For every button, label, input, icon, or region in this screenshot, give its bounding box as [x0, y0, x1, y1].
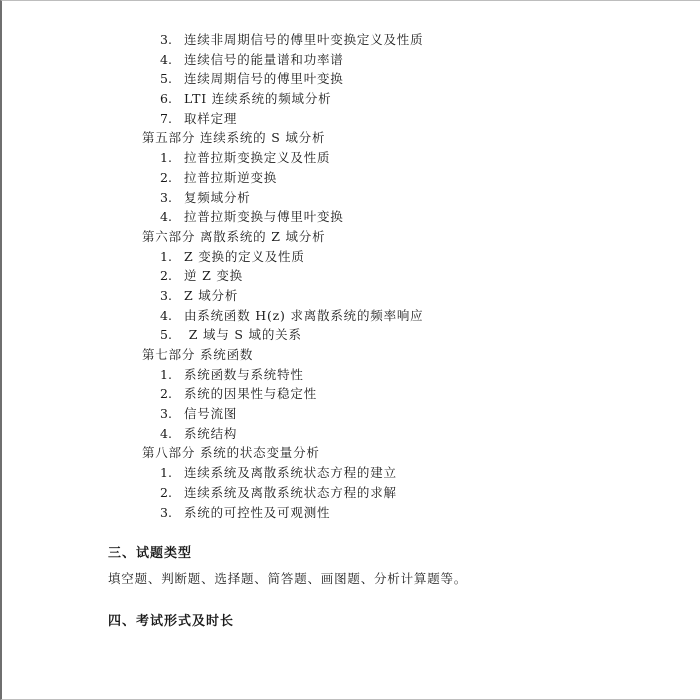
outline-item [0, 148, 700, 168]
part-heading [0, 345, 700, 365]
outline-item [0, 30, 700, 50]
item-text: 连续系统及离散系统状态方程的建立 [184, 465, 397, 481]
outline-item [0, 424, 700, 444]
item-number: 4. [160, 209, 172, 225]
outline-item [0, 365, 700, 385]
item-number: 1. [160, 150, 172, 166]
outline-item [0, 168, 700, 188]
section-3-body: 填空题、判断题、选择题、简答题、画图题、分析计算题等。 [108, 571, 468, 586]
part-title: 第八部分 系统的状态变量分析 [142, 445, 320, 461]
item-number: 3. [160, 189, 172, 205]
item-number: 4. [160, 51, 172, 67]
outline-item [0, 188, 700, 208]
item-number: 3. [160, 406, 172, 422]
part-heading [0, 128, 700, 148]
item-number: 6. [160, 91, 172, 107]
item-number: 5. [160, 327, 172, 343]
item-text: 逆 Z 变换 [184, 268, 243, 284]
item-number: 3. [160, 287, 172, 303]
item-text: 连续信号的能量谱和功率谱 [184, 51, 344, 67]
item-number: 4. [160, 425, 172, 441]
part-heading [0, 227, 700, 247]
item-text: Z 变换的定义及性质 [184, 248, 305, 264]
item-number: 5. [160, 71, 172, 87]
item-text: 连续非周期信号的傅里叶变换定义及性质 [184, 32, 424, 47]
item-text: 取样定理 [184, 110, 238, 126]
section-4-heading: 四、考试形式及时长 [108, 614, 235, 629]
item-text: 连续系统及离散系统状态方程的求解 [184, 484, 397, 500]
section-3-heading: 三、试题类型 [108, 546, 193, 561]
item-text: LTI 连续系统的频域分析 [184, 91, 332, 107]
item-text: 系统函数与系统特性 [184, 366, 304, 382]
outline-item [0, 306, 700, 326]
item-number: 7. [160, 110, 172, 126]
outline-item [0, 89, 700, 109]
part-title: 第六部分 离散系统的 Z 域分析 [142, 228, 326, 244]
item-number: 2. [160, 484, 172, 500]
outline-item [0, 503, 700, 523]
item-text: 系统的可控性及可观测性 [184, 504, 331, 520]
item-number: 2. [160, 169, 172, 185]
item-text: 系统的因果性与稳定性 [184, 386, 318, 402]
syllabus-outline [0, 30, 700, 522]
outline-item [0, 483, 700, 503]
outline-item [0, 286, 700, 306]
outline-item [0, 463, 700, 483]
item-text: Z 域分析 [184, 287, 239, 303]
item-text: 拉普拉斯变换定义及性质 [184, 150, 331, 166]
outline-item [0, 325, 700, 345]
item-text: 系统结构 [184, 425, 238, 441]
item-text: 复频域分析 [184, 189, 251, 205]
part-title: 第七部分 系统函数 [142, 347, 254, 362]
item-text: 连续周期信号的傅里叶变换 [184, 71, 344, 87]
outline-item [0, 266, 700, 286]
outline-item [0, 247, 700, 267]
item-number: 3. [160, 504, 172, 520]
item-number: 4. [160, 307, 172, 323]
item-text: Z 域与 S 域的关系 [184, 327, 302, 343]
outline-item [0, 109, 700, 129]
part-title: 第五部分 连续系统的 S 域分析 [142, 130, 326, 146]
item-number: 3. [160, 32, 172, 47]
outline-item [0, 50, 700, 70]
outline-item [0, 404, 700, 424]
item-text: 信号流图 [184, 406, 238, 422]
item-text: 由系统函数 H(z) 求离散系统的频率响应 [184, 307, 424, 323]
outline-item [0, 384, 700, 404]
item-number: 1. [160, 465, 172, 481]
item-text: 拉普拉斯逆变换 [184, 169, 278, 185]
outline-item [0, 69, 700, 89]
item-text: 拉普拉斯变换与傅里叶变换 [184, 209, 344, 225]
part-heading [0, 443, 700, 463]
item-number: 1. [160, 248, 172, 264]
item-number: 2. [160, 268, 172, 284]
item-number: 1. [160, 366, 172, 382]
outline-item [0, 207, 700, 227]
item-number: 2. [160, 386, 172, 402]
